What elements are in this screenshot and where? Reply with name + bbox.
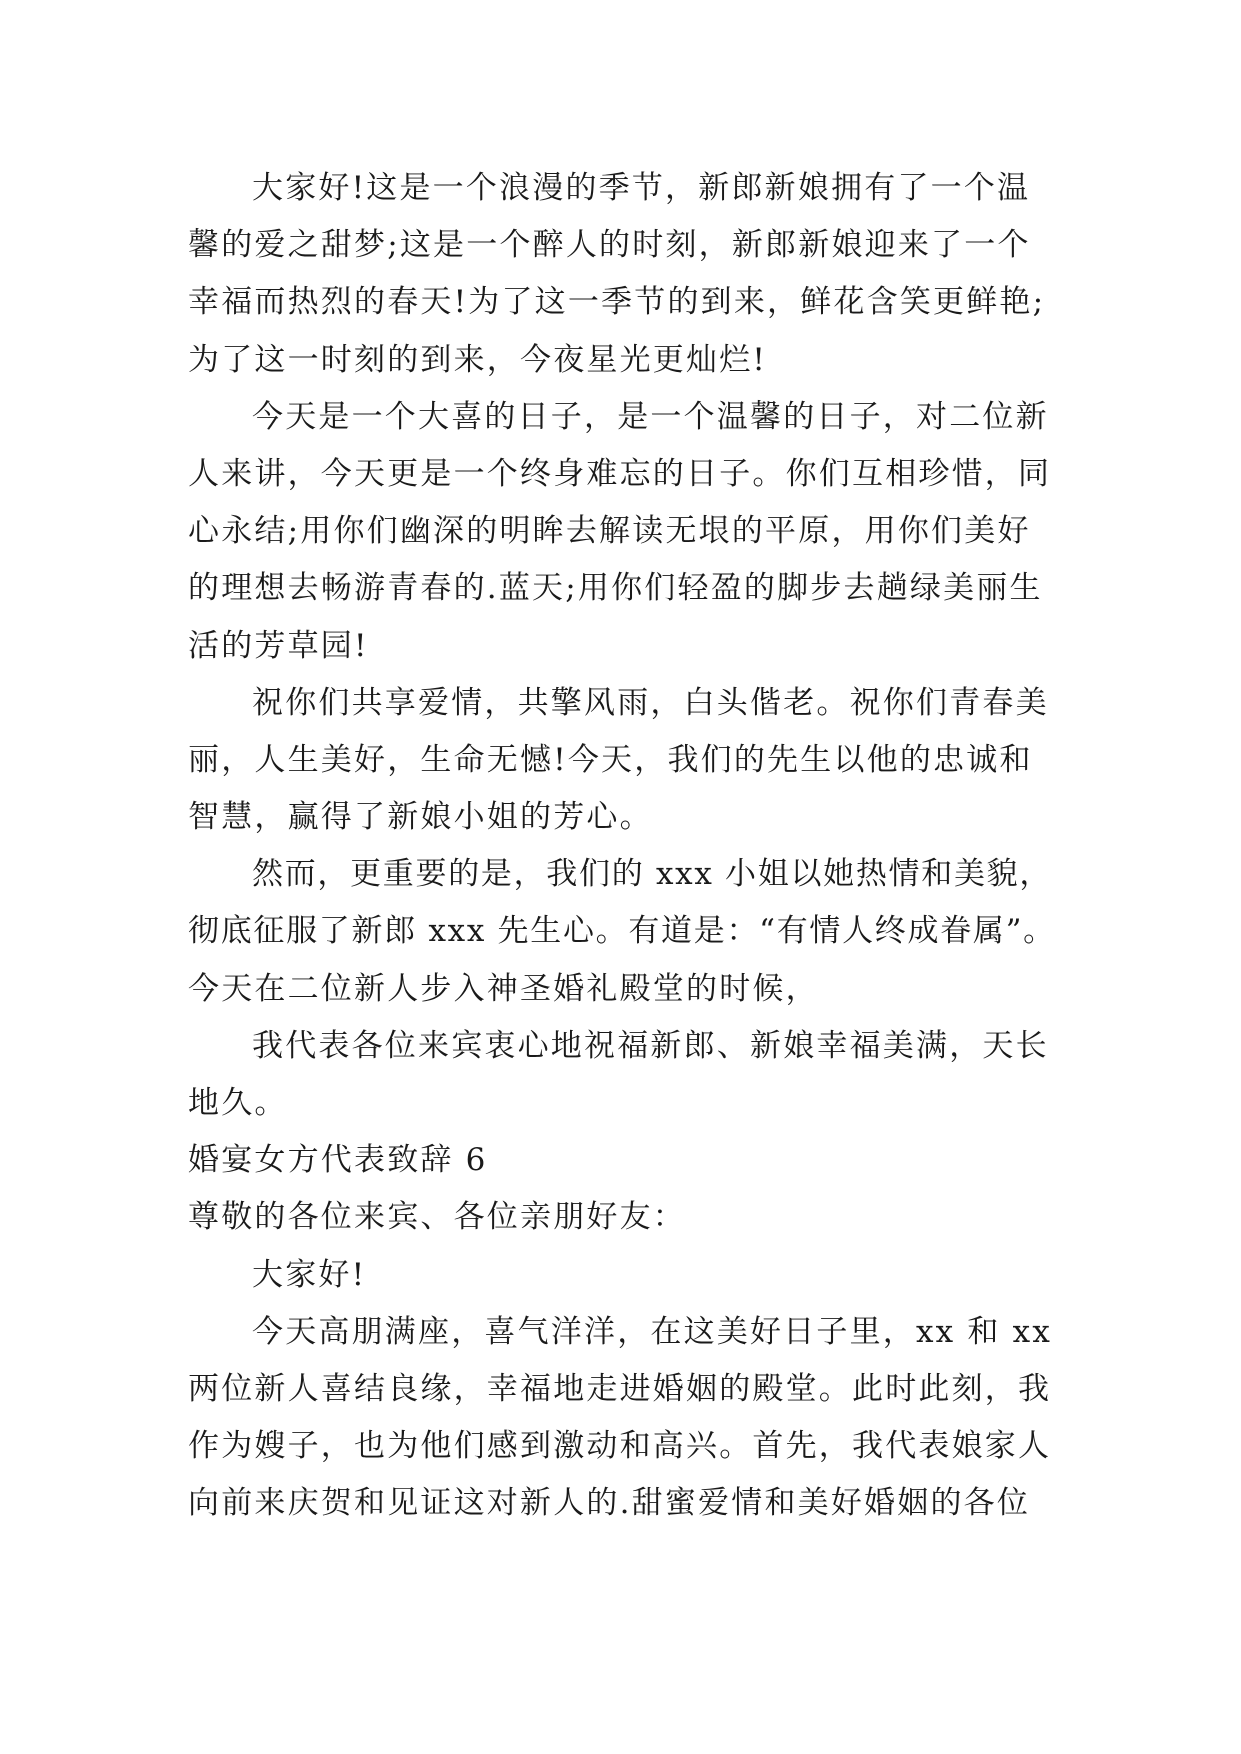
- text-line: 心永结;用你们幽深的明眸去解读无垠的平原，用你们美好: [188, 513, 1031, 550]
- text-line: 两位新人喜结良缘，幸福地走进婚姻的殿堂。此时此刻，我: [188, 1370, 1052, 1407]
- text-line: 我代表各位来宾衷心地祝福新郎、新娘幸福美满，天长: [252, 1027, 1049, 1064]
- text-line: 地久。: [188, 1085, 288, 1121]
- text-line: 今天是一个大喜的日子，是一个温馨的日子，对二位新: [252, 398, 1049, 435]
- text-line: 智慧，赢得了新娘小姐的芳心。: [188, 799, 653, 836]
- document-body: [188, 160, 1058, 1533]
- text-line: 彻底征服了新郎 xxx 先生心。有道是：“有情人终成眷属”。: [188, 913, 1056, 950]
- text-line: 丽，人生美好，生命无憾!今天，我们的先生以他的忠诚和: [188, 741, 1033, 778]
- text-line: 然而，更重要的是，我们的 xxx 小姐以她热情和美貌，: [252, 856, 1053, 893]
- text-line: 祝你们共享爱情，共擎风雨，白头偕老。祝你们青春美: [252, 684, 1049, 721]
- text-line: 人来讲，今天更是一个终身难忘的日子。你们互相珍惜，同: [188, 455, 1052, 492]
- text-line: 婚宴女方代表致辞 6: [188, 1142, 488, 1179]
- text-line: 的理想去畅游青春的.蓝天;用你们轻盈的脚步去趟绿美丽生: [188, 570, 1043, 607]
- text-line: 作为嫂子，也为他们感到激动和高兴。首先，我代表娘家人: [188, 1428, 1052, 1465]
- text-line: 大家好!: [252, 1256, 367, 1293]
- text-line: 向前来庆贺和见证这对新人的.甜蜜爱情和美好婚姻的各位: [188, 1485, 1031, 1522]
- text-line: 为了这一时刻的到来，今夜星光更灿烂!: [188, 341, 768, 378]
- text-line: 馨的爱之甜梦;这是一个醉人的时刻，新郎新娘迎来了一个: [188, 227, 1031, 264]
- text-line: 今天高朋满座，喜气洋洋，在这美好日子里，xx 和 xx: [252, 1313, 1053, 1350]
- text-line: 今天在二位新人步入神圣婚礼殿堂的时候，: [188, 970, 819, 1007]
- text-line: 活的芳草园!: [188, 627, 369, 664]
- text-line: 幸福而热烈的春天!为了这一季节的到来，鲜花含笑更鲜艳;: [188, 284, 1046, 321]
- text-line: 大家好!这是一个浪漫的季节，新郎新娘拥有了一个温: [252, 170, 1031, 206]
- text-line: 尊敬的各位来宾、各位亲朋好友：: [188, 1199, 686, 1236]
